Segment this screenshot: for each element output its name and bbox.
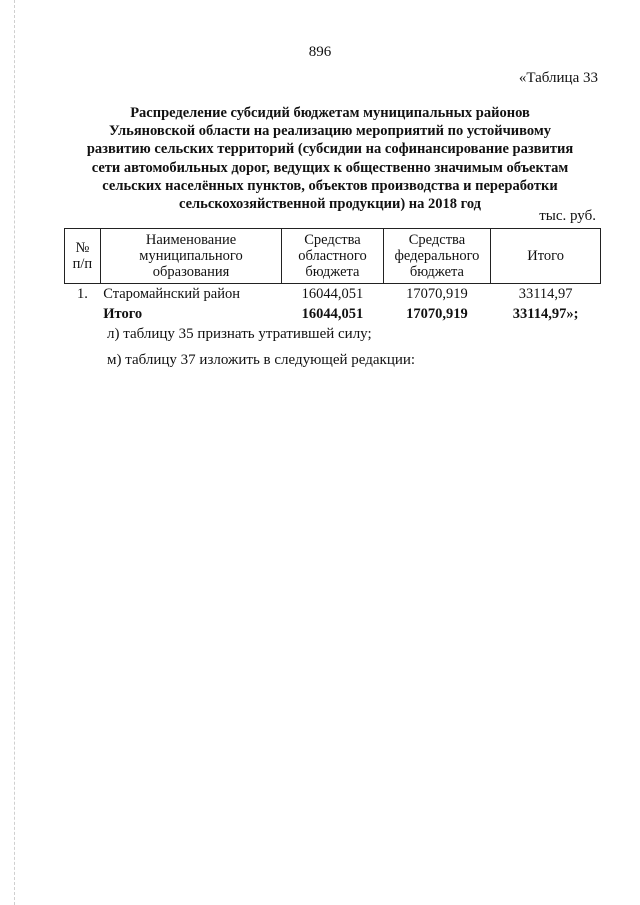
header-text: № xyxy=(75,240,90,256)
table-row xyxy=(65,284,601,305)
header-text: муниципального xyxy=(139,248,243,264)
row-regional-value: 16044,051 xyxy=(301,286,364,302)
header-total: Итого xyxy=(491,229,601,284)
table-reference: «Таблица 33 xyxy=(518,70,598,86)
row-total-value: 33114,97 xyxy=(518,286,573,302)
title-line: сельских населённых пунктов, объектов производства и переработки xyxy=(102,177,558,194)
total-label: Итого xyxy=(103,306,143,322)
subsidy-table xyxy=(64,228,601,324)
header-text: Средства xyxy=(304,232,361,248)
title-line: сельскохозяйственной продукции) на 2018 год xyxy=(178,196,482,213)
row-number: 1. xyxy=(76,286,88,302)
scan-margin-line xyxy=(14,0,16,905)
row-municipality: Старомайнский район xyxy=(103,286,241,302)
total-regional-value: 16044,051 xyxy=(301,306,364,322)
page-number: 896 xyxy=(308,44,332,60)
paragraph-m: м) таблицу 37 изложить в следующей редакции: xyxy=(107,352,416,368)
row-federal-value: 17070,919 xyxy=(406,286,468,302)
header-text: областного xyxy=(298,248,367,264)
title-line: развитию сельских территорий (субсидии на софинансирование развития xyxy=(86,141,574,158)
header-text: федерального xyxy=(394,248,480,264)
title-line: сети автомобильных дорог, ведущих к общественно значимым объектам xyxy=(91,159,569,176)
total-row-number xyxy=(65,304,101,324)
header-text: п/п xyxy=(72,256,93,272)
header-regional-budget xyxy=(282,229,383,284)
title-line: Распределение субсидий бюджетам муниципальных районов xyxy=(130,105,530,121)
header-text: Наименование xyxy=(145,232,237,248)
table-total-row xyxy=(65,304,601,324)
header-text: образования xyxy=(152,264,230,280)
header-municipality xyxy=(100,229,282,284)
header-federal-budget xyxy=(383,229,491,284)
total-federal-value: 17070,919 xyxy=(406,306,468,322)
header-text: бюджета xyxy=(409,264,464,280)
unit-label: тыс. руб. xyxy=(539,208,596,224)
title-line: Ульяновской области на реализацию мероприятий по устойчивому xyxy=(109,123,551,140)
document-title xyxy=(70,104,590,213)
paragraph-l: л) таблицу 35 признать утратившей силу; xyxy=(107,326,372,342)
header-number xyxy=(65,229,101,284)
total-sum-value: 33114,97»; xyxy=(512,306,579,322)
table-header-row xyxy=(65,229,601,284)
header-text: Средства xyxy=(408,232,466,248)
header-text: бюджета xyxy=(305,264,360,280)
